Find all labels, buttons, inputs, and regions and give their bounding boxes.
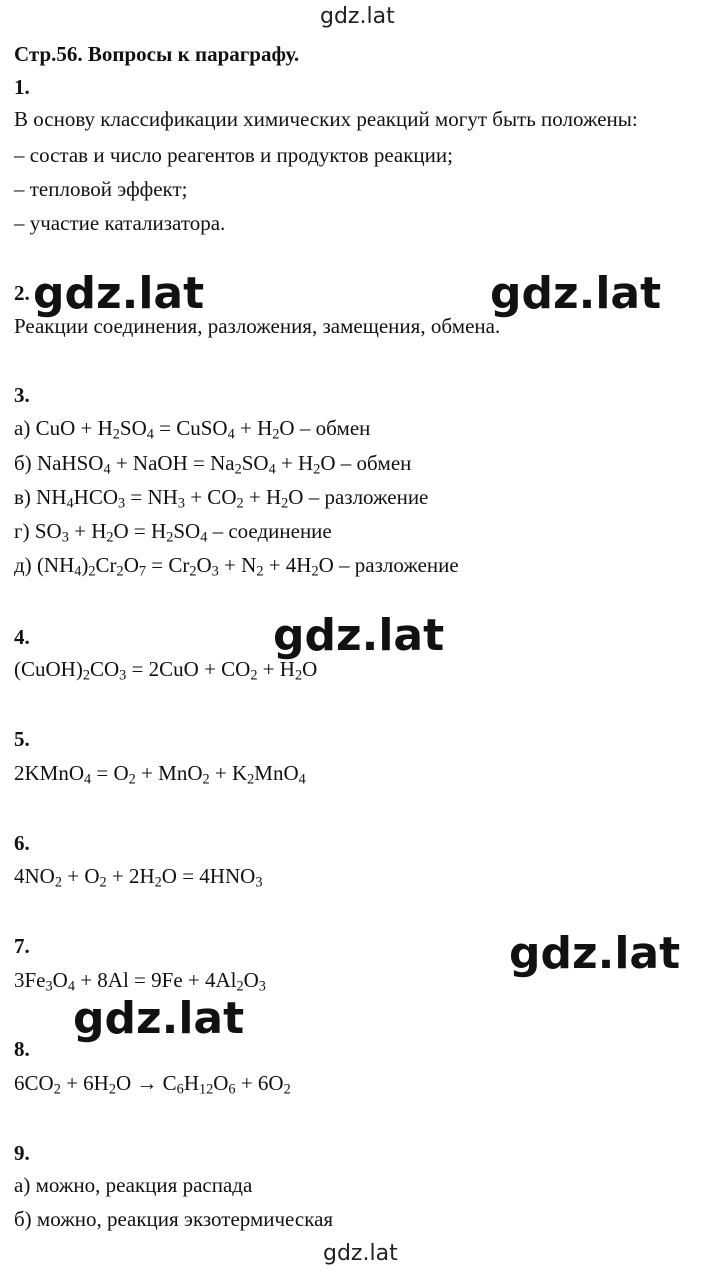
question-number-3: 3.	[14, 383, 30, 407]
equation-c: в) $NH_4HCO_3 = NH_3 + CO_2 + H_2O$ – разложение	[14, 485, 429, 512]
equation-e: д) $(NH_4)_2Cr_2O_7 = Cr_2O_3 + N_2 + 4H_2O$ – разложение	[14, 553, 459, 580]
page-title: Стр.56. Вопросы к параграфу.	[14, 42, 300, 66]
question-number-8: 8.	[14, 1037, 30, 1061]
question-number-9: 9.	[14, 1141, 30, 1165]
watermark-top: gdz.lat	[320, 4, 395, 29]
answer-line: В основу классификации химических реакций могут быть положены:	[14, 107, 638, 131]
equation: $4NO_2 + O_2 + 2H_2O = 4HNO_3$	[14, 864, 263, 891]
watermark-bottom: gdz.lat	[323, 1241, 398, 1266]
watermark-large: gdz.lat	[509, 928, 681, 979]
equation: $(CuOH)_2CO_3 = 2CuO + CO_2 + H_2O$	[14, 657, 318, 684]
question-number-2: 2.	[14, 281, 30, 305]
answer-line: а) можно, реакция распада	[14, 1173, 253, 1197]
answer-line: Реакции соединения, разложения, замещения, обмена.	[14, 314, 501, 338]
question-number-5: 5.	[14, 727, 30, 751]
question-number-7: 7.	[14, 934, 30, 958]
question-number-1: 1.	[14, 75, 30, 99]
equation: 2KMnO$_4$ = $O_2 + MnO_2 + K_2MnO_4$	[14, 761, 306, 788]
answer-line: б) можно, реакция экзотермическая	[14, 1207, 334, 1231]
equation: $3Fe_3O_4 + 8Al = 9Fe + 4Al_2O_3$	[14, 968, 266, 995]
watermark-large: gdz.lat	[73, 993, 245, 1044]
equation: $6CO_2 + 6H_2O \to C_6H_{12}O_6 + 6O_2$	[14, 1071, 291, 1098]
answer-line: – участие катализатора.	[14, 211, 226, 235]
question-number-4: 4.	[14, 625, 30, 649]
question-number-6: 6.	[14, 831, 30, 855]
answer-line: – тепловой эффект;	[14, 177, 188, 201]
watermark-large: gdz.lat	[273, 610, 445, 661]
equation-b: б) NaHSO$_4$ + NaOH = $Na_2SO_4 + H_2O$ – обмен	[14, 451, 412, 478]
answer-line: – состав и число реагентов и продуктов реакции;	[14, 143, 453, 167]
equation-d: г) $SO_3 + H_2O = H_2SO_4$ – соединение	[14, 519, 332, 546]
watermark-large: gdz.lat	[33, 268, 205, 319]
watermark-large: gdz.lat	[490, 268, 662, 319]
equation-a: а) CuO + $H_2SO_4$ = CuSO$_4$ + $H_2O$ – обмен	[14, 416, 371, 443]
